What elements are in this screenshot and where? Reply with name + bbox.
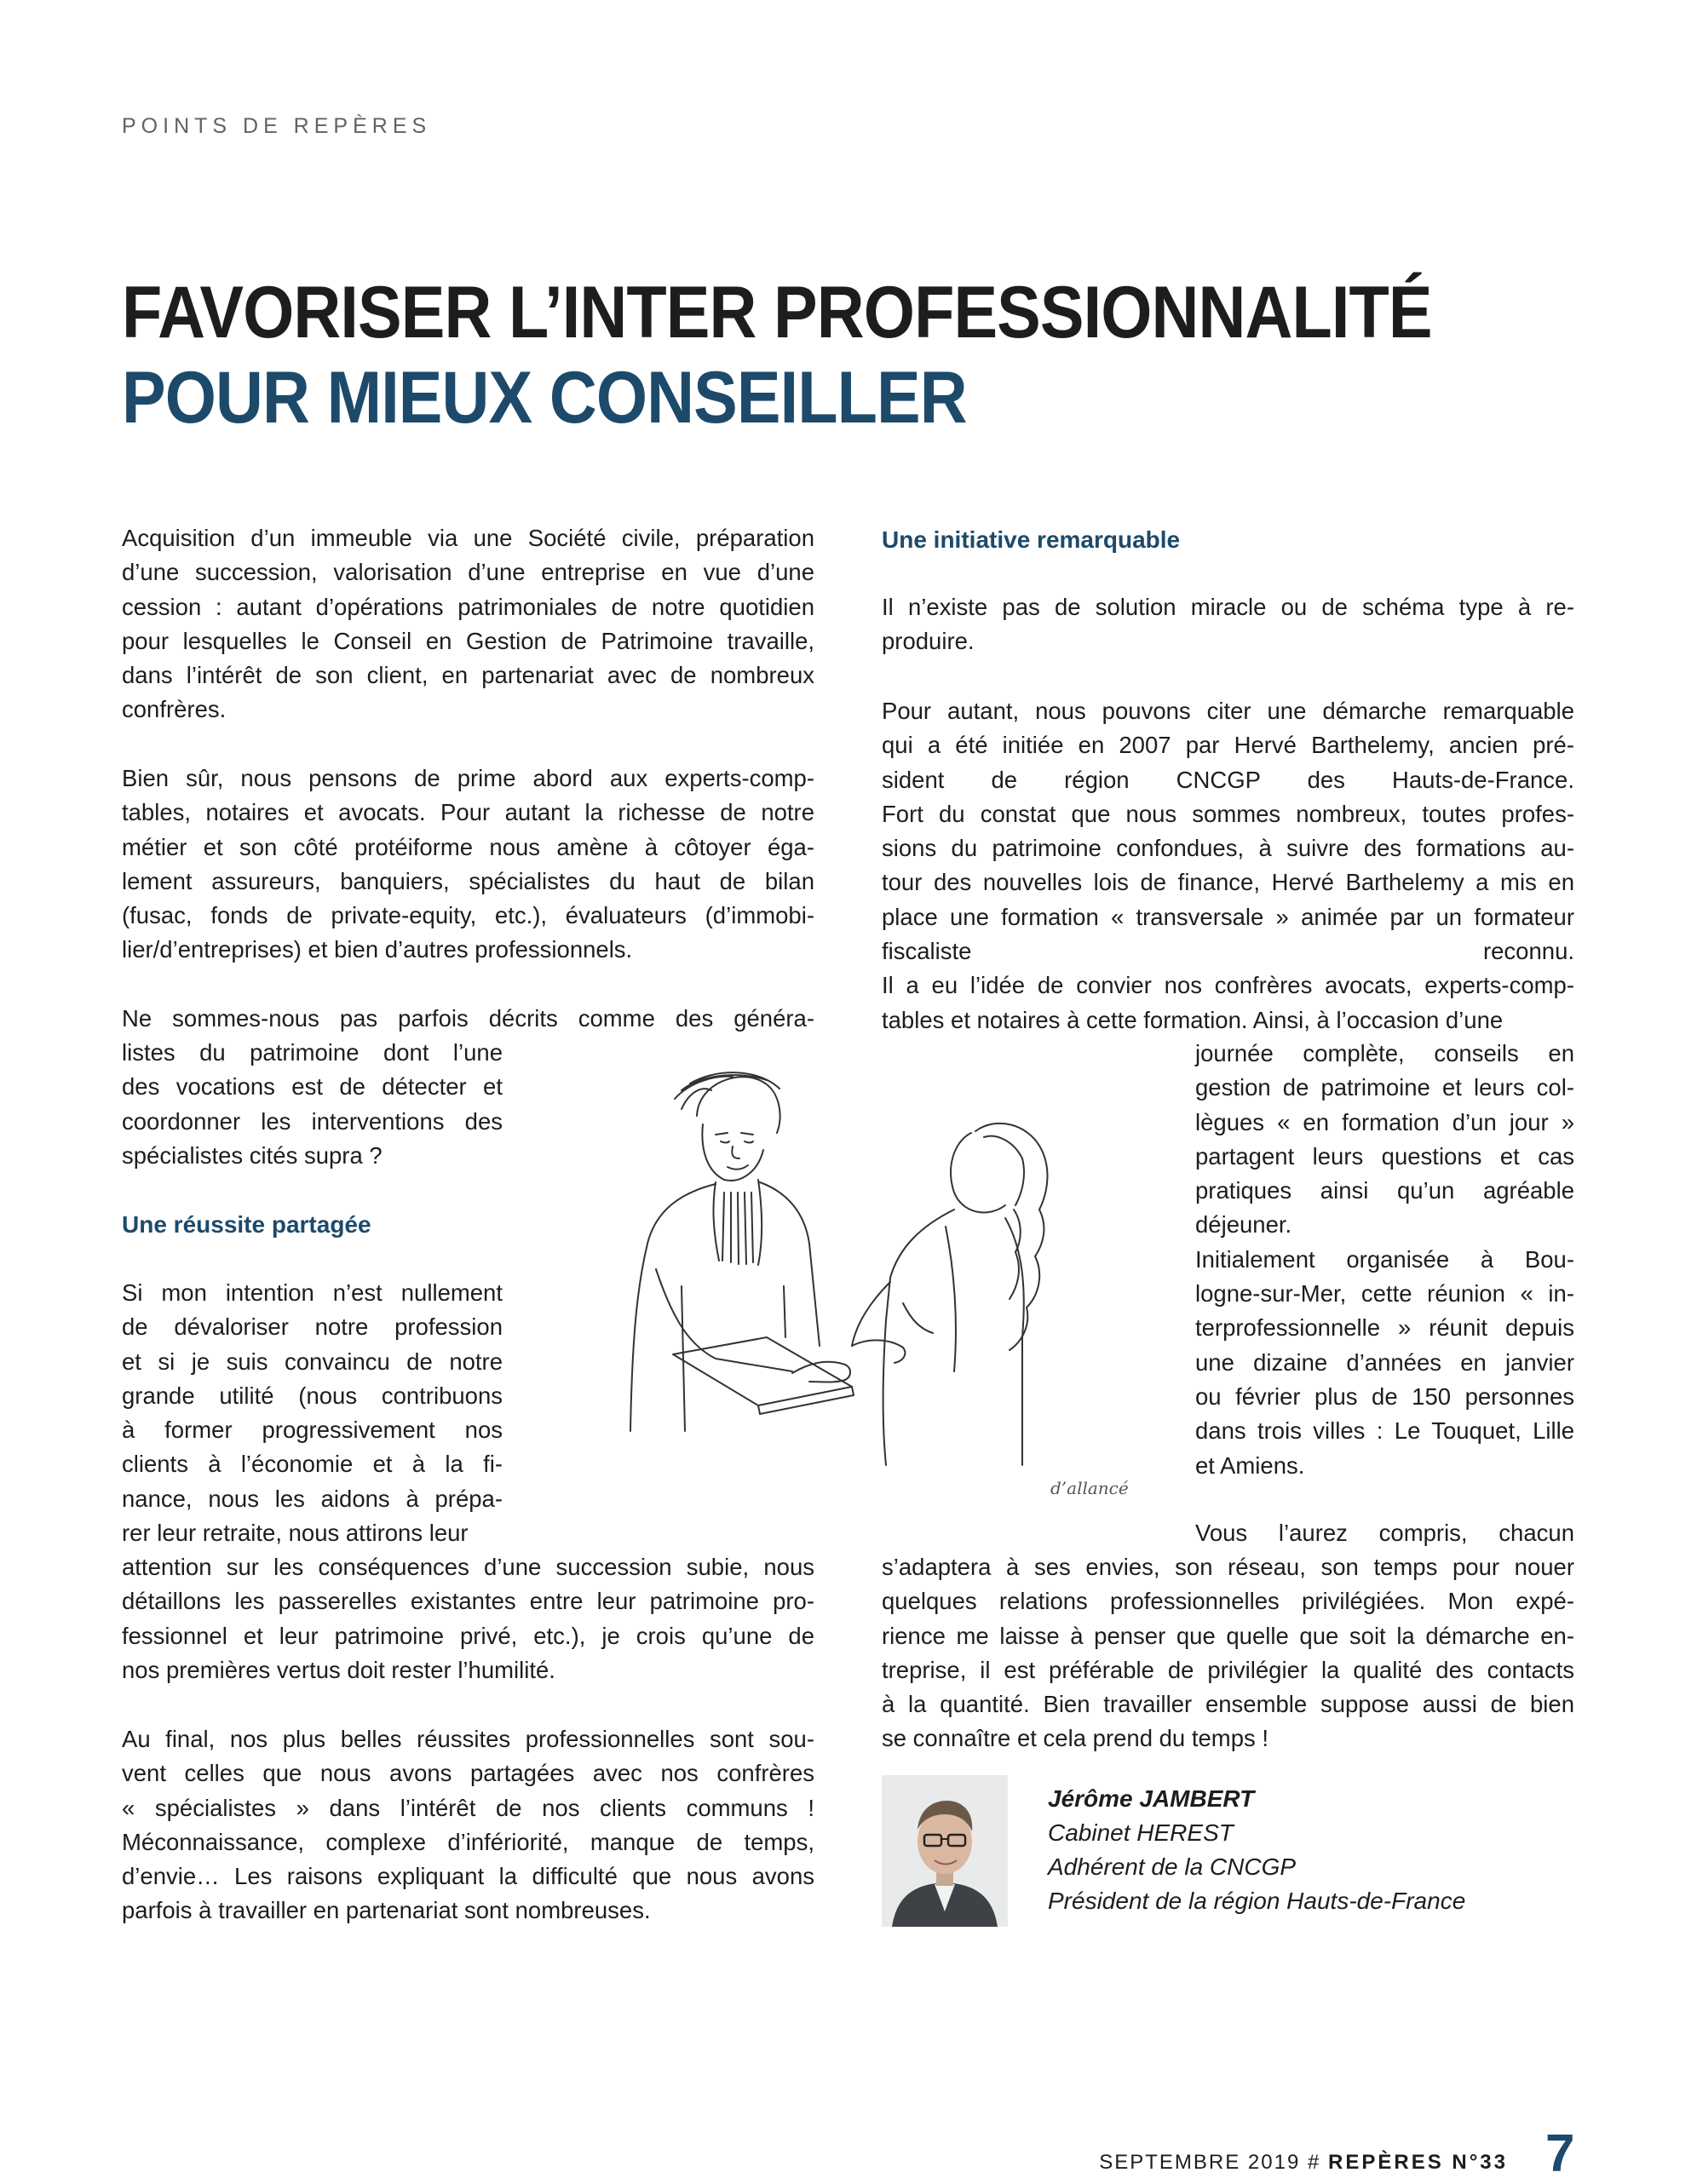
text-line: Acquisition d’un immeuble via une Société civile, préparation — [122, 525, 814, 551]
author-block — [1048, 1782, 1465, 1918]
text-line: ou février plus de 150 personnes — [1195, 1382, 1574, 1410]
text-line: lier/d’entreprises) et bien d’autres professionnels. — [122, 936, 633, 963]
text-line: des vocations est de détecter et — [122, 1073, 503, 1101]
text-line: grande utilité (nous contribuons — [122, 1382, 503, 1409]
author-photo — [882, 1775, 1008, 1927]
text-line: sident de région CNCGP des Hauts-de-France. — [882, 766, 1574, 793]
right-paragraph-2 — [882, 694, 1574, 1037]
text-line: lement assureurs, banquiers, spécialistes du haut de bilan — [122, 867, 814, 894]
right-paragraph-1 — [882, 590, 1574, 659]
text-line: place une formation « transversale » animée par un formateur — [882, 903, 1574, 930]
text-line: Il a eu l’idée de convier nos confrères avocats, experts-comp- — [882, 972, 1574, 999]
subheading-remarkable-initiative: Une initiative remarquable — [882, 526, 1181, 553]
subheading-shared-success: Une réussite partagée — [122, 1211, 371, 1238]
text-line: attention sur les conséquences d’une succession subie, nous — [122, 1554, 814, 1580]
left-paragraph-4 — [122, 1276, 503, 1550]
text-line: Vous l’aurez compris, chacun — [1195, 1520, 1574, 1546]
footer-date: SEPTEMBRE 2019 # — [1099, 2151, 1328, 2174]
text-line: gestion de patrimoine et leurs col- — [1195, 1074, 1574, 1101]
text-line: coordonner les interventions des — [122, 1107, 503, 1135]
text-line: rer leur retraite, nous attirons leur — [122, 1520, 469, 1547]
text-line: fessionnel et leur patrimoine privé, etc.), je crois qu’une de — [122, 1622, 814, 1649]
text-line: quelques relations professionnelles privilégiées. Mon expé- — [882, 1588, 1574, 1615]
left-paragraph-3-intro — [122, 1002, 814, 1036]
text-line: nos premières vertus doit rester l’humilité. — [122, 1656, 555, 1683]
text-line: Il n’existe pas de solution miracle ou de schéma type à re- — [882, 594, 1574, 620]
text-line: une dizaine d’années en janvier — [1195, 1348, 1574, 1376]
text-line: Si mon intention n’est nullement — [122, 1279, 503, 1306]
footer-publication: REPÈRES N°33 — [1328, 2151, 1508, 2174]
right-paragraph-2-continued — [1195, 1037, 1574, 1483]
page-title-line-2: POUR MIEUX CONSEILLER — [122, 357, 967, 439]
text-line: Fort du constat que nous sommes nombreux, toutes profes- — [882, 800, 1574, 827]
text-line: clients à l’économie et à la fi- — [122, 1451, 503, 1478]
text-line: qui a été initiée en 2007 par Hervé Barthelemy, ancien pré- — [882, 732, 1574, 759]
text-line: à la quantité. Bien travailler ensemble suppose aussi de bien — [882, 1691, 1574, 1718]
author-role: Président de la région Hauts-de-France — [1048, 1888, 1466, 1914]
text-line: Ne sommes-nous pas parfois décrits comme des généra- — [122, 1005, 814, 1032]
text-line: déjeuner. — [1195, 1211, 1292, 1239]
text-line: spécialistes cités supra ? — [122, 1141, 383, 1169]
text-line: Initialement organisée à Bou- — [1195, 1245, 1574, 1273]
text-line: Méconnaissance, complexe d’infériorité, manque de temps, — [122, 1828, 814, 1855]
text-line: détaillons les passerelles existantes entre leur patrimoine pro- — [122, 1588, 814, 1615]
text-line: dans l’intérêt de son client, en partenariat avec de nombreux — [122, 662, 814, 689]
text-line: treprise, il est préférable de privilégier la qualité des contacts — [882, 1656, 1574, 1683]
text-line: rience me laisse à penser que quelle que soit la démarche en- — [882, 1622, 1574, 1649]
text-line: pratiques ainsi qu’un agréable — [1195, 1177, 1574, 1204]
text-line: à former progressivement nos — [122, 1417, 503, 1444]
text-line: pour lesquelles le Conseil en Gestion de Patrimoine travaille, — [122, 627, 814, 654]
text-line: logne-sur-Mer, cette réunion « in- — [1195, 1280, 1574, 1308]
text-line: et si je suis convaincu de notre — [122, 1348, 503, 1375]
text-line: tables, notaires et avocats. Pour autant la richesse de notre — [122, 799, 814, 826]
text-line: dans trois villes : Le Touquet, Lille — [1195, 1417, 1574, 1445]
text-line: fiscaliste reconnu. — [882, 938, 1574, 965]
text-line: se connaître et cela prend du temps ! — [882, 1725, 1269, 1752]
text-line: « spécialistes » dans l’intérêt de nos clients communs ! — [122, 1794, 814, 1821]
text-line: sions du patrimoine confondues, à suivre des formations au- — [882, 835, 1574, 862]
text-line: Bien sûr, nous pensons de prime abord aux experts-comp- — [122, 765, 814, 791]
author-company: Cabinet HEREST — [1048, 1819, 1234, 1846]
text-line: parfois à travailler en partenariat sont nombreuses. — [122, 1897, 651, 1924]
left-paragraph-2 — [122, 762, 814, 968]
illustration-signature: d’allancé — [1050, 1478, 1129, 1498]
text-line: de dévaloriser notre profession — [122, 1313, 503, 1341]
page-number: 7 — [1545, 2124, 1575, 2183]
text-line: (fusac, fonds de private-equity, etc.), évaluateurs (d’immobi- — [122, 902, 814, 929]
text-line: terprofessionnelle » réunit depuis — [1195, 1314, 1574, 1342]
text-line: d’envie… Les raisons expliquant la difficulté que nous avons — [122, 1863, 814, 1890]
page-title-line-1: FAVORISER L’INTER PROFESSIONNALITÉ — [122, 272, 1432, 353]
text-line: Au final, nos plus belles réussites professionnelles sont sou- — [122, 1726, 814, 1752]
text-line: d’une succession, valorisation d’une entreprise en vue d’une — [122, 559, 814, 586]
footer-issue — [1099, 2151, 1508, 2175]
text-line: listes du patrimoine dont l’une — [122, 1039, 503, 1066]
text-line: et Amiens. — [1195, 1451, 1305, 1479]
left-paragraph-4-continued — [122, 1550, 814, 1687]
text-line: lègues « en formation d’un jour » — [1195, 1108, 1574, 1135]
right-paragraph-3 — [882, 1550, 1574, 1756]
author-name: Jérôme JAMBERT — [1048, 1785, 1255, 1812]
text-line: métier et son côté protéiforme nous amène à côtoyer éga- — [122, 833, 814, 860]
text-line: confrères. — [122, 696, 227, 723]
left-paragraph-5 — [122, 1722, 814, 1928]
left-paragraph-1 — [122, 521, 814, 727]
right-paragraph-3-intro — [1195, 1516, 1574, 1550]
author-membership: Adhérent de la CNCGP — [1048, 1854, 1297, 1880]
text-line: journée complète, conseils en — [1195, 1040, 1574, 1066]
text-line: partagent leurs questions et cas — [1195, 1142, 1574, 1170]
section-label: POINTS DE REPÈRES — [122, 114, 432, 138]
text-line: cession : autant d’opérations patrimoniales de notre quotidien — [122, 593, 814, 620]
text-line: vent celles que nous avons partagées avec nos confrères — [122, 1760, 814, 1787]
text-line: tables et notaires à cette formation. Ainsi, à l’occasion d’une — [882, 1006, 1504, 1033]
text-line: Pour autant, nous pouvons citer une démarche remarquable — [882, 698, 1574, 724]
handshake-illustration — [596, 1065, 1167, 1508]
text-line: s’adaptera à ses envies, son réseau, son temps pour nouer — [882, 1554, 1574, 1580]
text-line: tour des nouvelles lois de finance, Hervé Barthelemy a mis en — [882, 869, 1574, 896]
left-paragraph-3 — [122, 1036, 503, 1173]
text-line: produire. — [882, 628, 975, 655]
text-line: nance, nous les aidons à prépa- — [122, 1485, 503, 1512]
